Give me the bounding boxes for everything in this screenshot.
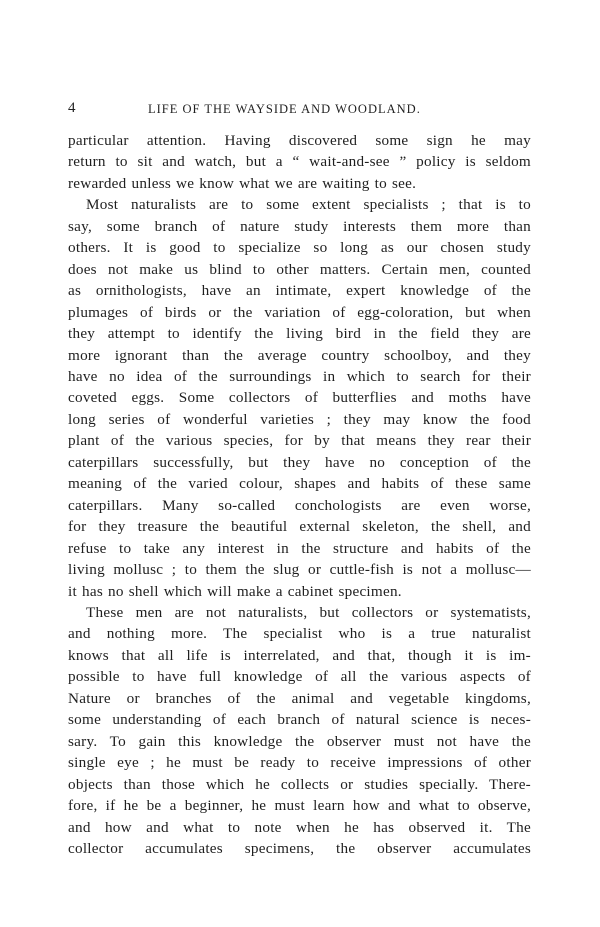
text-line: single eye ; he must be ready to receive impressions of other	[68, 754, 531, 772]
text-line: for they treasure the beautiful external skeleton, the shell, and	[68, 518, 531, 536]
text-line: some understanding of each branch of natural science is neces-	[68, 711, 531, 729]
text-line: they attempt to identify the living bird in the field they are	[68, 325, 531, 343]
paragraph	[68, 602, 531, 859]
text-line: caterpillars. Many so-called conchologists are even worse,	[68, 496, 531, 514]
text-line: caterpillars successfully, but they have no conception of the	[68, 453, 531, 471]
text-line: collector accumulates specimens, the observer accumulates	[68, 839, 531, 857]
text-line: coveted eggs. Some collectors of butterflies and moths have	[68, 389, 531, 407]
body-text	[68, 130, 531, 859]
text-line: These men are not naturalists, but collectors or systematists,	[86, 603, 531, 621]
text-line: knows that all life is interrelated, and that, though it is im-	[68, 646, 531, 664]
text-line: plumages of birds or the variation of egg-coloration, but when	[68, 303, 531, 321]
text-line: and how and what to note when he has observed it. The	[68, 818, 531, 836]
text-line: and nothing more. The specialist who is a true naturalist	[68, 625, 531, 643]
text-line: as ornithologists, have an intimate, expert knowledge of the	[68, 282, 531, 300]
text-line: it has no shell which will make a cabinet specimen.	[68, 582, 402, 600]
text-line: does not make us blind to other matters. Certain men, counted	[68, 260, 531, 278]
text-line: plant of the various species, for by that means they rear their	[68, 432, 531, 450]
text-line: living mollusc ; to them the slug or cuttle-fish is not a mollusc—	[68, 561, 531, 579]
text-line: sary. To gain this knowledge the observer must not have the	[68, 732, 531, 750]
text-line: more ignorant than the average country schoolboy, and they	[68, 346, 531, 364]
text-line: refuse to take any interest in the structure and habits of the	[68, 539, 531, 557]
text-line: say, some branch of nature study interests them more than	[68, 217, 531, 235]
text-line: particular attention. Having discovered some sign he may	[68, 132, 531, 149]
text-line: rewarded unless we know what we are waiting to see.	[68, 174, 417, 192]
text-line: long series of wonderful varieties ; they may know the food	[68, 410, 531, 428]
running-header	[68, 100, 530, 120]
text-line: possible to have full knowledge of all the various aspects of	[68, 668, 531, 686]
running-title: LIFE OF THE WAYSIDE AND WOODLAND.	[148, 102, 421, 116]
text-line: objects than those which he collects or studies specially. There-	[68, 775, 531, 793]
text-line: Nature or branches of the animal and vegetable kingdoms,	[68, 689, 531, 707]
text-line: meaning of the varied colour, shapes and habits of these same	[68, 475, 531, 493]
paragraph	[68, 130, 531, 194]
page-number: 4	[68, 100, 77, 116]
text-line: return to sit and watch, but a “ wait-and-see ” policy is seldom	[68, 153, 531, 171]
paragraph	[68, 194, 531, 602]
text-line: fore, if he be a beginner, he must learn how and what to observe,	[68, 797, 531, 815]
text-line: have no idea of the surroundings in which to search for their	[68, 367, 531, 385]
text-line: Most naturalists are to some extent specialists ; that is to	[86, 196, 531, 214]
text-line: others. It is good to specialize so long as our chosen study	[68, 239, 531, 257]
